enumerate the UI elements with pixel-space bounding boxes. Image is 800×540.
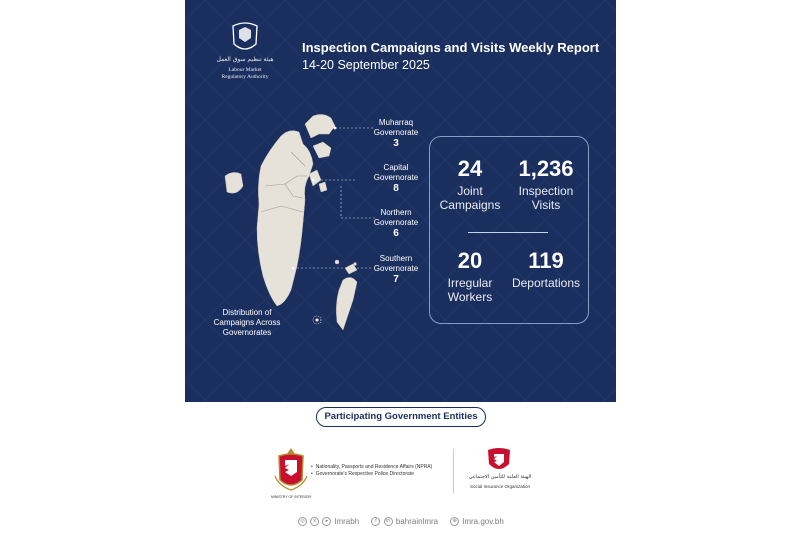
facebook-icon: f (371, 517, 380, 526)
social-handle: lmrabh (334, 517, 360, 526)
list-item: • Nationality, Passports and Residence Affairs (NPRA) (311, 464, 432, 471)
report-title: Inspection Campaigns and Visits Weekly Report (302, 40, 600, 55)
entity-list (311, 464, 432, 478)
org-name-arabic: هيئة تنظيم سوق العمل (216, 56, 274, 63)
umm-nasan-island (225, 172, 243, 193)
sio-logo (484, 446, 514, 476)
ministry-of-interior-logo (271, 446, 311, 496)
governorate-count: 3 (393, 138, 399, 149)
list-item: • Governorate's Respective Police Directorate (311, 471, 432, 478)
governorate-count: 8 (393, 183, 399, 194)
moi-emblem-icon (271, 446, 311, 494)
stat-inspection-visits: 1,236 Inspection Visits (518, 156, 574, 212)
governorate-southern: Southern Governorate 7 (361, 254, 431, 285)
main-island (257, 131, 313, 306)
sio-name-english: Social Insurance Organization (469, 484, 531, 489)
sio-emblem-icon (484, 446, 514, 474)
sio-name-arabic: الهيئة العامة للتأمين الاجتماعي (468, 474, 532, 480)
social-handle-group-2[interactable] (371, 517, 440, 526)
social-handle-group-1[interactable] (298, 517, 361, 526)
governorate-northern: Northern Governorate 6 (361, 208, 431, 239)
stats-divider (468, 232, 548, 233)
governorate-count: 7 (393, 274, 399, 285)
muharraq-island (305, 114, 335, 138)
youtube-icon: ▸ (322, 517, 331, 526)
governorate-capital: Capital Governorate 8 (361, 163, 431, 194)
org-name-english: Labour Market Regulatory Authority (221, 67, 269, 80)
x-icon: x (310, 517, 319, 526)
map-caption: Distribution of Campaigns Across Governorates (213, 308, 281, 337)
entities-divider (453, 449, 454, 493)
website-url: lmra.gov.bh (462, 517, 504, 526)
linkedin-icon: in (384, 517, 393, 526)
stat-irregular-workers: 20 Irregular Workers (447, 248, 493, 304)
website-link[interactable] (450, 517, 503, 526)
instagram-icon: ◎ (298, 517, 307, 526)
olive-branch-icon (313, 316, 321, 324)
web-icon: ⊕ (450, 517, 459, 526)
stat-joint-campaigns: 24 Joint Campaigns (439, 156, 501, 212)
entities-heading: Participating Government Entities (316, 407, 486, 427)
stats-panel (429, 136, 589, 324)
social-handle: bahrainlmra (395, 517, 439, 526)
governorate-count: 6 (393, 228, 399, 239)
moi-caption: MINISTRY OF INTERIOR (270, 495, 312, 499)
social-footer (298, 517, 514, 526)
report-card (185, 0, 616, 402)
hawar-islands (336, 277, 357, 330)
stat-deportations: 119 Deportations (511, 248, 581, 290)
report-date-range: 14-20 September 2025 (302, 58, 430, 72)
governorate-muharraq: Muharraq Governorate 3 (361, 118, 431, 149)
